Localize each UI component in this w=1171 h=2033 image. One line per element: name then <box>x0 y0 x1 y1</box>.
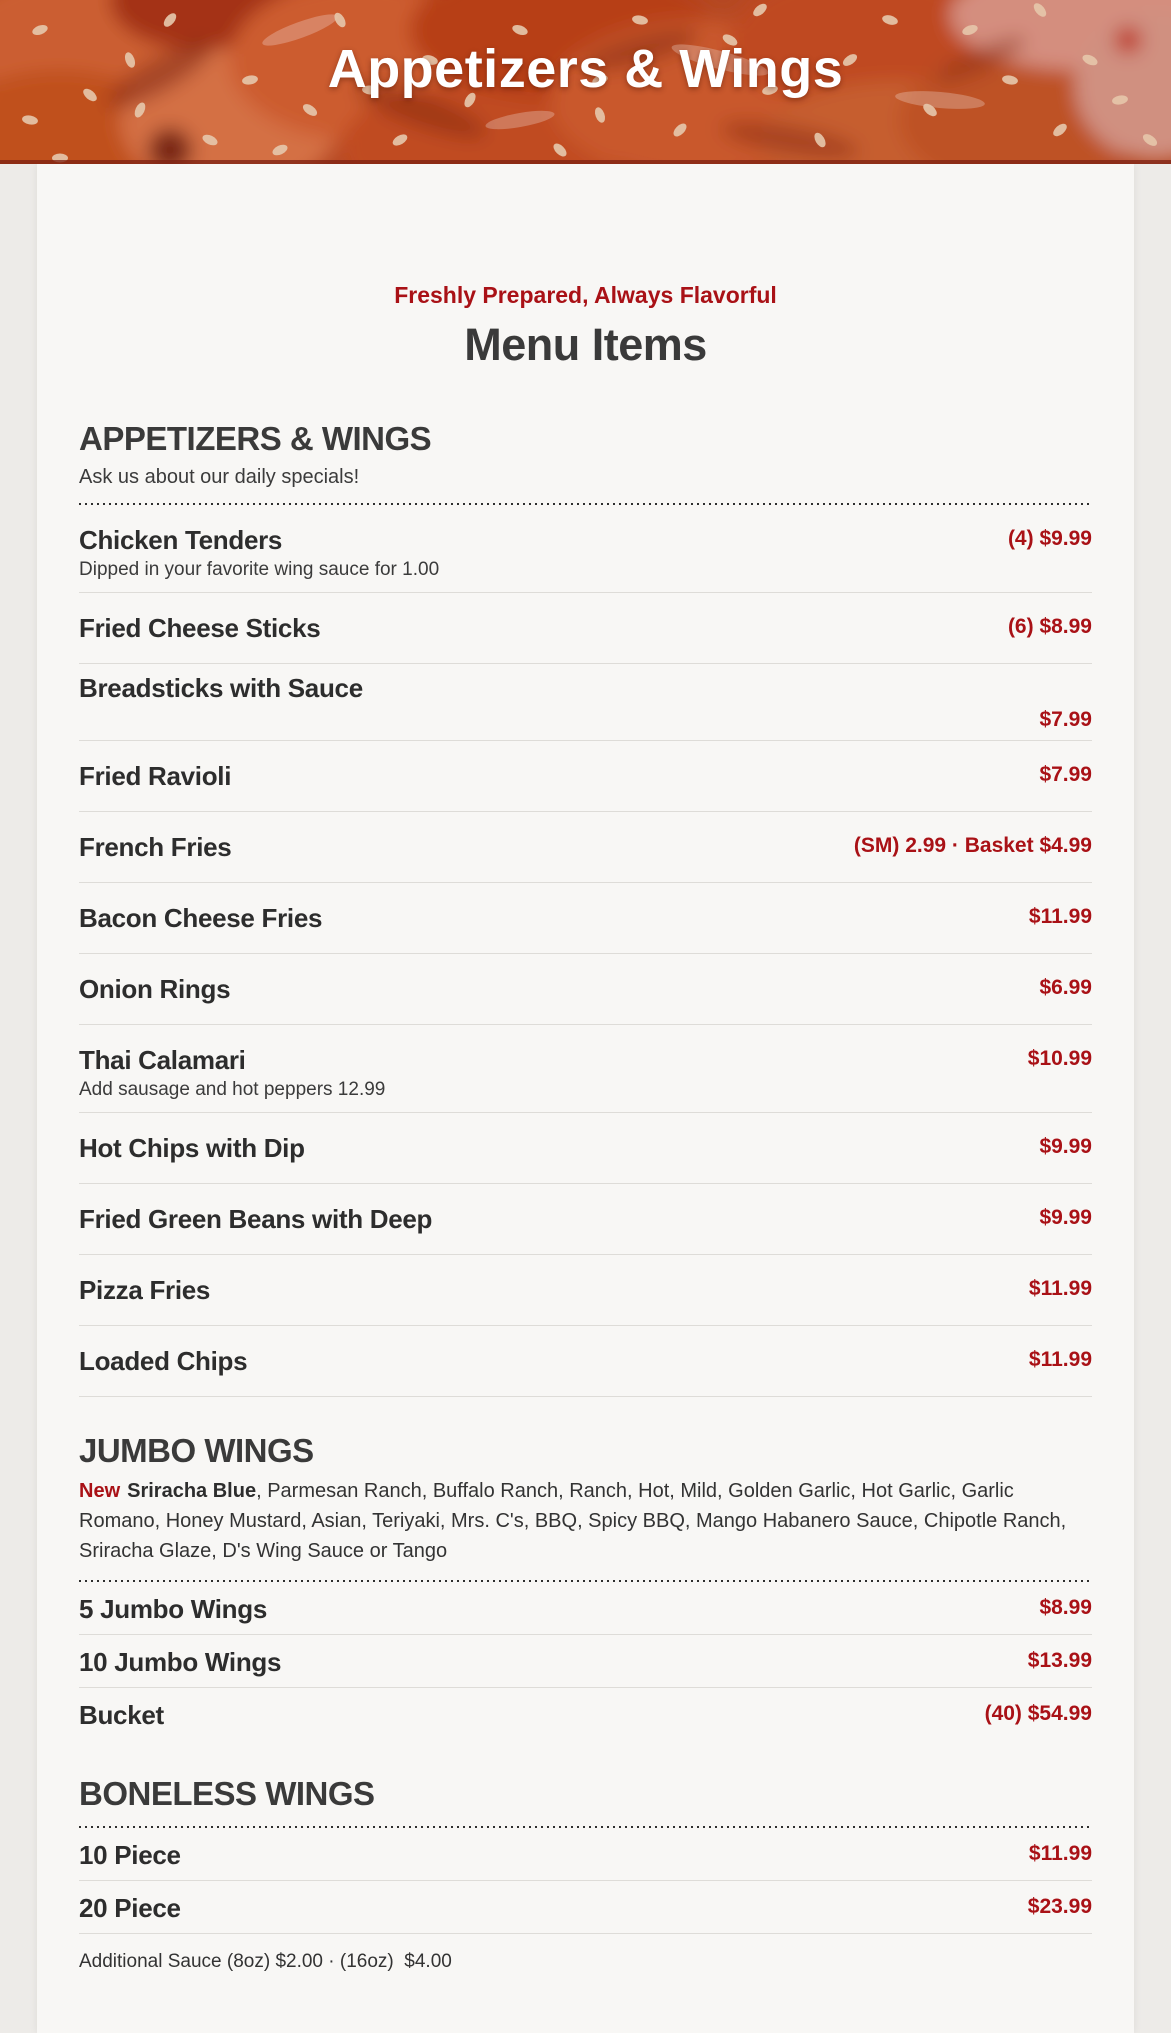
menu-item <box>79 1326 1092 1397</box>
item-price: (SM) 2.99 · Basket $4.99 <box>853 834 1092 858</box>
item-list <box>79 1582 1092 1740</box>
menu-item <box>79 1688 1092 1740</box>
item-list <box>79 1828 1092 1934</box>
item-name: Thai Calamari <box>79 1045 246 1076</box>
item-list <box>79 505 1092 1397</box>
item-price: $9.99 <box>1039 1206 1092 1230</box>
menu-item <box>79 1025 1092 1113</box>
item-price: $13.99 <box>1027 1648 1092 1672</box>
item-name: Fried Green Beans with Deep <box>79 1204 433 1235</box>
item-price: $6.99 <box>1039 976 1092 1000</box>
sauce-footnote: Additional Sauce (8oz) $2.00 · (16oz) $4.00 <box>79 1950 452 1972</box>
item-name: Breadsticks with Sauce <box>79 673 363 704</box>
sauce-featured: Sriracha Blue <box>127 1479 257 1502</box>
item-name: Bucket <box>79 1699 164 1730</box>
item-price: (4) $9.99 <box>1007 527 1092 551</box>
item-price: $7.99 <box>1039 763 1092 787</box>
menu-item <box>79 1184 1092 1255</box>
item-name: 10 Jumbo Wings <box>79 1646 282 1677</box>
menu-item <box>79 1113 1092 1184</box>
menu-item <box>79 593 1092 664</box>
item-price: $23.99 <box>1027 1894 1092 1918</box>
menu-item <box>79 505 1092 593</box>
new-flag: New <box>79 1479 121 1502</box>
sauce-list <box>79 1476 1092 1566</box>
menu-item <box>79 664 1092 741</box>
tagline: Freshly Prepared, Always Flavorful <box>394 282 777 308</box>
hero-title: Appetizers & Wings <box>327 39 844 99</box>
item-name: Onion Rings <box>79 974 231 1005</box>
item-name: 20 Piece <box>79 1892 181 1923</box>
item-name: Pizza Fries <box>79 1275 211 1306</box>
item-price: $9.99 <box>1039 1135 1092 1159</box>
item-price: $11.99 <box>1028 1348 1092 1372</box>
item-price: (6) $8.99 <box>1007 615 1092 639</box>
menu-item <box>79 812 1092 883</box>
item-name: Fried Cheese Sticks <box>79 613 321 644</box>
item-name: 10 Piece <box>79 1839 181 1870</box>
menu-item <box>79 741 1092 812</box>
menu-item <box>79 1582 1092 1635</box>
menu-card <box>37 164 1134 2033</box>
menu-item <box>79 954 1092 1025</box>
menu-item <box>79 1828 1092 1881</box>
menu-item <box>79 1255 1092 1326</box>
item-price: $11.99 <box>1028 1841 1092 1865</box>
item-description: Dipped in your favorite wing sauce for 1.00 <box>79 559 440 581</box>
section-heading: JUMBO WINGS <box>79 1432 314 1470</box>
item-name: Chicken Tenders <box>79 525 283 556</box>
item-price: $8.99 <box>1039 1595 1092 1619</box>
item-name: Fried Ravioli <box>79 761 232 792</box>
item-name: French Fries <box>79 832 232 863</box>
menu-item <box>79 883 1092 954</box>
menu-item <box>79 1635 1092 1688</box>
sauce-rest: , Parmesan Ranch, Buffalo Ranch, Ranch, Hot, Mild, Golden Garlic, Hot Garlic, Garlic Romano, Honey Mustard, Asian, Teriyaki, Mrs. C's, BBQ, Spicy BBQ, Mango Habanero Sauce, Chipotle Ranch, Sriracha Glaze, D's Wing Sauce or Tango <box>79 1479 1067 1562</box>
section-jumbo-wings <box>79 1433 1092 1739</box>
item-price: $11.99 <box>1028 905 1092 929</box>
menu-item <box>79 1881 1092 1934</box>
item-name: Loaded Chips <box>79 1346 248 1377</box>
item-name: Bacon Cheese Fries <box>79 903 323 934</box>
page-title: Menu Items <box>464 319 707 370</box>
hero-banner <box>0 0 1171 164</box>
section-boneless-wings <box>79 1776 1092 1973</box>
section-heading: APPETIZERS & WINGS <box>79 420 432 457</box>
section-appetizers-wings <box>79 421 1092 1397</box>
item-price: (40) $54.99 <box>984 1701 1092 1725</box>
item-name: Hot Chips with Dip <box>79 1133 305 1164</box>
section-heading: BONELESS WINGS <box>79 1774 375 1812</box>
item-price: $7.99 <box>1039 708 1092 732</box>
item-name: 5 Jumbo Wings <box>79 1593 267 1624</box>
item-description: Add sausage and hot peppers 12.99 <box>79 1079 386 1101</box>
section-subtitle: Ask us about our daily specials! <box>79 466 360 489</box>
item-price: $11.99 <box>1028 1277 1092 1301</box>
item-price: $10.99 <box>1027 1047 1092 1071</box>
